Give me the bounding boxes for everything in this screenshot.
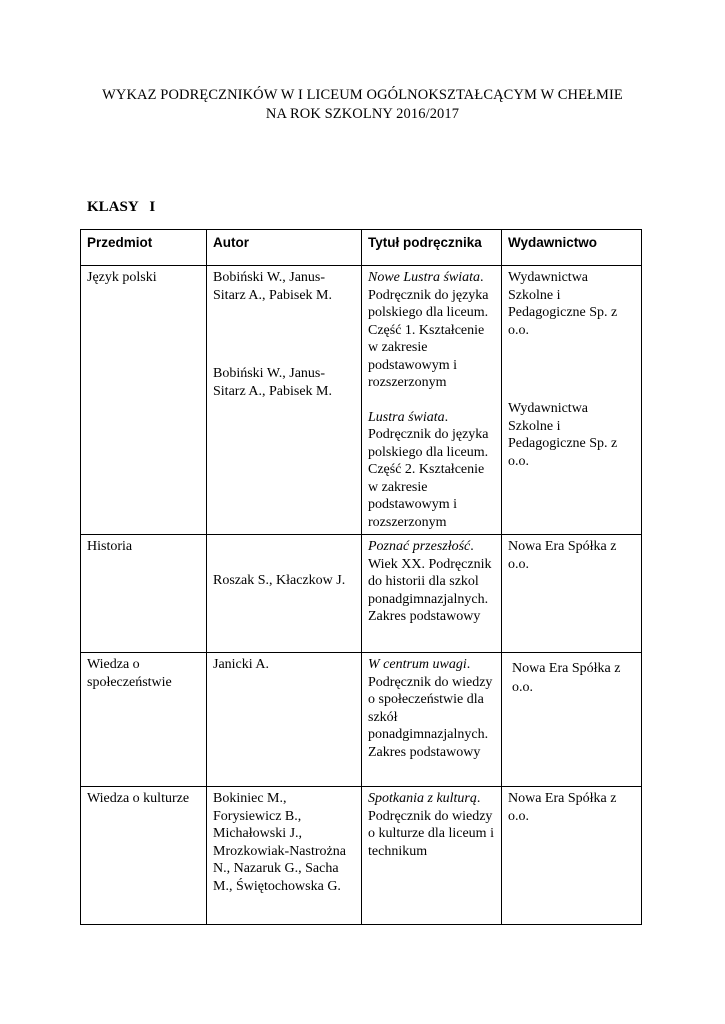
publisher-cell: Nowa Era Spółka z o.o. — [502, 535, 642, 653]
textbook-table — [80, 229, 642, 925]
title-cell — [362, 653, 502, 787]
author-text: Bobiński W., Janus-Sitarz A., Pabisek M. — [213, 366, 332, 399]
table-header-row — [81, 230, 642, 266]
book-title-italic: Spotkania z kulturą — [368, 791, 477, 806]
title-cell — [362, 535, 502, 653]
header-publisher: Wydawnictwo — [502, 230, 642, 266]
table-row — [81, 787, 642, 925]
publisher-text: Nowa Era Spółka z o.o. — [512, 661, 621, 695]
book-title-italic: Poznać przeszłość — [368, 539, 471, 554]
book-title-italic: Lustra świata — [368, 409, 445, 425]
title-line-2: NA ROK SZKOLNY 2016/2017 — [265, 106, 460, 122]
title-cell — [362, 787, 502, 925]
book-title-rest: . Podręcznik do wiedzy o społeczeństwie dla szkół ponadgimnazjalnych. Zakres podstawowy — [368, 657, 493, 760]
header-title: Tytuł podręcznika — [362, 230, 502, 266]
author-text: Bobiński W., Janus-Sitarz A., Pabisek M. — [213, 270, 332, 303]
author-cell: Janicki A. — [207, 653, 362, 787]
author-cell — [207, 535, 362, 653]
section-heading: KLASY I — [87, 199, 156, 215]
subject-cell: Wiedza o społeczeństwie — [81, 653, 207, 787]
subject-cell: Historia — [81, 535, 207, 653]
table-row — [81, 266, 642, 535]
publisher-text: Wydawnictwa Szkolne i Pedagogiczne Sp. z o.o. — [508, 401, 618, 469]
author-cell: Bokiniec M., Forysiewicz B., Michałowski J., Mrozkowiak-Nastrożna N., Nazaruk G., Sacha M., Świętochowska G. — [207, 787, 362, 925]
document-title — [0, 86, 725, 124]
table-row — [81, 653, 642, 787]
book-title — [368, 269, 496, 392]
book-title-rest: . Podręcznik do wiedzy o kulturze dla liceum i technikum — [368, 791, 494, 859]
subject-cell: Język polski — [81, 266, 207, 535]
book-title — [368, 409, 496, 532]
book-title-rest: . Wiek XX. Podręcznik do historii dla szkol ponadgimnazjalnych. Zakres podstawowy — [368, 539, 492, 624]
title-line-1: WYKAZ PODRĘCZNIKÓW W I LICEUM OGÓLNOKSZTAŁCĄCYM W CHEŁMIE — [102, 87, 623, 103]
title-cell — [362, 266, 502, 535]
author-cell — [207, 266, 362, 535]
publisher-text: Wydawnictwa Szkolne i Pedagogiczne Sp. z o.o. — [508, 270, 618, 338]
header-author: Autor — [207, 230, 362, 266]
publisher-cell — [502, 266, 642, 535]
book-title-italic: W centrum uwagi — [368, 657, 467, 672]
publisher-cell — [502, 653, 642, 787]
book-title-rest: . Podręcznik do języka polskiego dla liceum. Część 1. Kształcenie w zakresie podstawowym i rozszerzonym — [368, 270, 489, 390]
table-row — [81, 535, 642, 653]
author-text: Roszak S., Kłaczkow J. — [213, 573, 346, 588]
book-title-rest: . Podręcznik do języka polskiego dla liceum. Część 2. Kształcenie w zakresie podstawowym i rozszerzonym — [368, 409, 489, 530]
subject-cell: Wiedza o kulturze — [81, 787, 207, 925]
book-title-italic: Nowe Lustra świata — [368, 270, 481, 285]
publisher-cell: Nowa Era Spółka z o.o. — [502, 787, 642, 925]
header-subject: Przedmiot — [81, 230, 207, 266]
